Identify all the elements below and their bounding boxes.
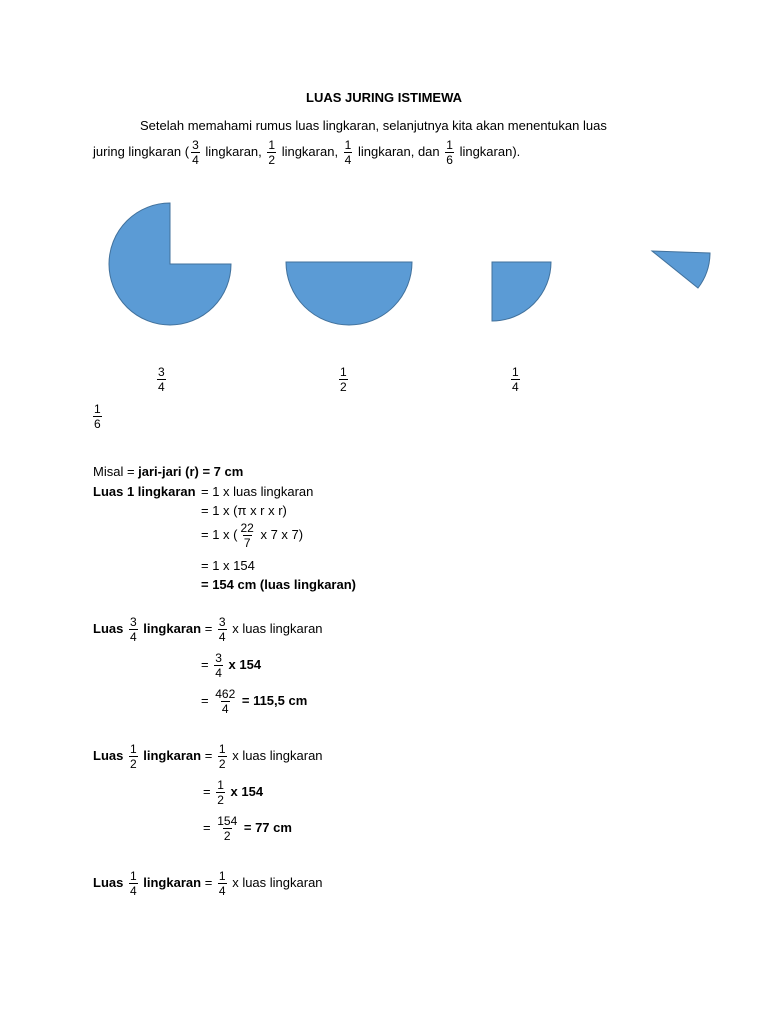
luas1-step: = 1 x ( $\frac{22}{7}$ x 7 x 7) [201,521,304,550]
intro-text: juring lingkaran ( [93,143,190,159]
fraction: $\frac{1}{2}$ [268,138,276,167]
luas34-heading: Luas $\frac{3}{4}$ lingkaran = $\frac{3}{4}$ x luas lingkaran [93,615,323,644]
intro-text: lingkaran, dan [354,143,444,159]
page-title: LUAS JURING ISTIMEWA [306,90,463,105]
luas14-heading: Luas $\frac{1}{4}$ lingkaran = $\frac{1}{4}$ x luas lingkaran [93,869,323,898]
luas1-step: = 1 x luas lingkaran [201,484,314,499]
luas1-step: = 1 x (π x r x r) [201,503,287,518]
sector-sixth [648,246,714,292]
intro-line-1: Setelah memahami rumus luas lingkaran, selanjutnya kita akan menentukan luas [140,118,607,133]
luas1-result: = 154 cm (luas lingkaran) [201,577,356,592]
luas34-step: = $\frac{3}{4}$ x 154 [201,651,262,680]
luas34-step: = $\frac{462}{4}$ = 115,5 cm [201,687,308,716]
sector-label: $\frac{3}{4}$ [158,365,165,394]
luas12-step: = $\frac{154}{2}$ = 77 cm [203,814,292,843]
intro-text: lingkaran). [455,143,521,159]
misal-line: Misal = jari-jari (r) = 7 cm [93,464,244,479]
luas1-step: = 1 x 154 [201,558,255,573]
fraction: $\frac{1}{4}$ [344,138,352,167]
sector-half [282,258,418,328]
intro-text: lingkaran, [201,143,266,159]
sector-quarter [488,258,558,328]
intro-text: lingkaran, [278,143,342,159]
sector-label: $\frac{1}{2}$ [340,365,347,394]
fraction: $\frac{3}{4}$ [192,138,199,167]
fraction: $\frac{1}{6}$ [446,138,453,167]
luas12-heading: Luas $\frac{1}{2}$ lingkaran = $\frac{1}{2}$ x luas lingkaran [93,742,323,771]
sector-label: $\frac{1}{4}$ [512,365,519,394]
sector-three-quarter [100,198,240,330]
luas12-step: = $\frac{1}{2}$ x 154 [203,778,264,807]
luas1-label: Luas 1 lingkaran [93,484,196,499]
intro-line-2 [93,139,520,166]
sector-label: $\frac{1}{6}$ [94,402,101,431]
